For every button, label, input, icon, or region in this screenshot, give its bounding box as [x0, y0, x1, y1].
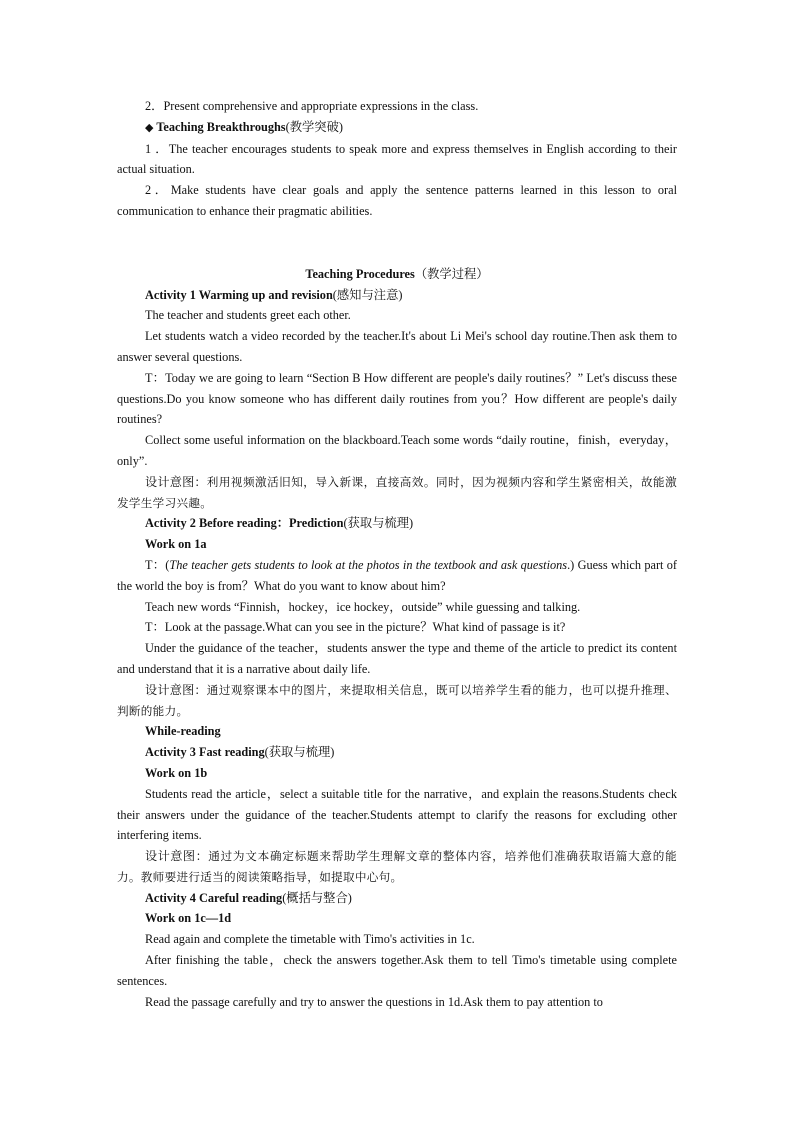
activity-1-paragraph: T：Today we are going to learn “Section B How different are people's daily routines？” Let's discuss these questions.Do you know someone who has different daily routines from you？How different are people's daily routines?	[117, 370, 677, 427]
activity-2-heading	[117, 513, 677, 534]
activity-2-design-note	[117, 680, 677, 722]
activity-3-heading-cn: (获取与梳理)	[264, 745, 335, 760]
teacher-question: .) Guess which part of the world the boy is from？What do you want to know about him?	[117, 557, 678, 593]
activity-2-work-label: Work on 1a	[145, 537, 207, 552]
activity-4-heading	[117, 888, 677, 909]
objective-item-2: 2．Present comprehensive and appropriate expressions in the class.	[145, 99, 479, 113]
stage-direction: The teacher gets students to look at the photos in the textbook and ask questions	[169, 557, 568, 572]
activity-4-heading-text: Activity 4 Careful reading	[145, 890, 283, 905]
design-note-label: 设计意图：	[145, 682, 207, 697]
activity-2-paragraph: Teach new words “Finnish，hockey，ice hockey，outside” while guessing and talking.	[145, 599, 581, 614]
design-note-text: 利用视频激活旧知，导入新课，直接高效。同时，因为视频内容和学生紧密相关，故能激发学生学习兴趣。	[117, 474, 678, 510]
activity-3-work-label: Work on 1b	[145, 765, 208, 780]
activity-1-heading-text: Activity 1 Warming up and revision	[145, 287, 333, 302]
activity-1-paragraph: The teacher and students greet each other.	[145, 308, 351, 323]
activity-1-heading-cn: (感知与注意)	[332, 287, 403, 302]
document-page	[117, 96, 677, 1012]
activity-4-paragraph: Read again and complete the timetable with Timo's activities in 1c.	[145, 932, 475, 947]
design-note-label: 设计意图：	[145, 474, 207, 489]
breakthroughs-heading-text: Teaching Breakthroughs	[156, 119, 286, 134]
diamond-bullet-icon: ◆	[145, 120, 154, 134]
design-note-label: 设计意图：	[145, 849, 209, 864]
while-reading-heading: While-reading	[145, 724, 221, 739]
activity-1-paragraph: Let students watch a video recorded by the teacher.It's about Li Mei's school day routine.Then ask them to answer several questions.	[117, 329, 677, 364]
activity-3-heading-text: Activity 3 Fast reading	[145, 745, 265, 760]
activity-4-work-label: Work on 1c—1d	[145, 911, 232, 926]
activity-1-paragraph: Collect some useful information on the blackboard.Teach some words “daily routine，finish，everyday，only”.	[117, 433, 677, 468]
activity-2-heading-cn: (获取与梳理)	[343, 516, 414, 531]
activity-4-paragraph: After finishing the table，check the answers together.Ask them to tell Timo's timetable using complete sentences.	[117, 953, 677, 988]
activity-4-heading-cn: (概括与整合)	[282, 890, 352, 905]
procedures-title-cn: （教学过程）	[414, 266, 489, 281]
activity-3-heading	[117, 742, 677, 763]
breakthrough-item-2: 2．Make students have clear goals and apply the sentence patterns learned in this lesson to oral communication to enhance their pragmatic abilities.	[117, 183, 677, 218]
activity-3-paragraph: Students read the article，select a suitable title for the narrative，and explain the reasons.Students check their answers under the guidance of the teacher.Students attempt to clarify the reasons for excluding other interfering items.	[117, 786, 677, 843]
breakthrough-item-1: 1 ．The teacher encourages students to speak more and express themselves in English according to their actual situation.	[117, 141, 677, 177]
breakthroughs-heading-cn: (教学突破)	[285, 119, 343, 134]
breakthroughs-heading	[117, 117, 677, 139]
activity-3-design-note	[117, 846, 677, 888]
activity-2-paragraph: Under the guidance of the teacher，students answer the type and theme of the article to predict its content and understand that it is a narrative about daily life.	[117, 641, 677, 676]
activity-2-heading-text: Activity 2 Before reading：Prediction	[145, 516, 344, 531]
activity-4-paragraph: Read the passage carefully and try to answer the questions in 1d.Ask them to pay attention to	[145, 994, 603, 1009]
activity-1-heading	[117, 285, 677, 306]
procedures-title-text: Teaching Procedures	[305, 266, 415, 281]
activity-1-design-note	[117, 472, 677, 514]
procedures-title	[117, 264, 677, 285]
activity-2-paragraph: T：Look at the passage.What can you see in the picture？What kind of passage is it?	[145, 620, 566, 635]
design-note-text: 通过观察课本中的图片，来提取相关信息，既可以培养学生看的能力，也可以提升推理、判断的能力。	[117, 682, 678, 718]
design-note-text: 通过为文本确定标题来帮助学生理解文章的整体内容，培养他们准确获取语篇大意的能力。教师要进行适当的阅读策略指导，如提取中心句。	[117, 849, 678, 884]
teacher-prefix: T：(	[145, 557, 170, 572]
activity-2-paragraph	[117, 555, 677, 597]
